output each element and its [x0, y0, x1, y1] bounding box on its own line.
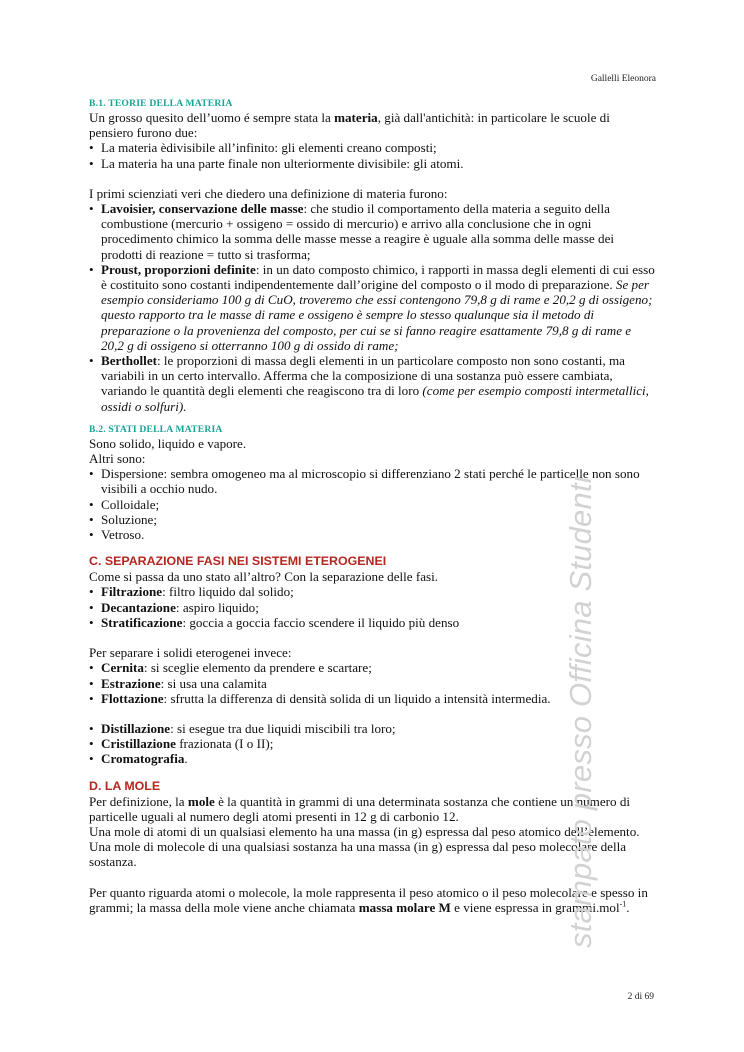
d-p4-text: Per quanto riguarda atomi o molecole, la mole rappresenta il peso atomico o il peso molecolare e spesso in grammi; la massa della mole viene anche chiamata: [89, 884, 648, 915]
term-desc: : si sceglie elemento da prendere e scartare;: [143, 660, 372, 676]
proust-example: Se per esempio consideriamo 100 g di CuO, troveremo che essi contengono 79,8 g di rame e 20,2 g di ossigeno; questo rapporto tra le masse di rame e ossigeno è sempre lo stesso qualunque sia il metodo di preparazione o la provenienza del composto, per cui se si fanno reagire esattamente 79,8 g di rame e 20,2 g di ossigeno si otterranno 100 g di ossido di rame;: [101, 277, 653, 353]
berthollet-text: : le proporzioni di massa degli elementi in un particolare composto non sono costanti, ma variabili in un certo intervallo. Afferma che la composizione di una sostanza può essere cambiata, variando le quantità degli elementi che reagiscono tra di loro: [101, 353, 625, 399]
b1-intro: [89, 110, 657, 140]
c-solids-intro: Per separare i solidi eterogenei invece:: [89, 645, 292, 661]
list-item: • La materia èdivisibile all’infinito: gli elementi creano composti;: [89, 140, 657, 155]
proust-text: : in un dato composto chimico, i rapporti in massa degli elementi di cui esso è costituito sono costanti indipendentemente dall’origine del composto o il modo di preparazione.: [101, 261, 655, 293]
d-p1-keyword: mole: [187, 793, 215, 809]
proust-name: Proust, proporzioni definite: [101, 261, 256, 277]
section-b1-title: B.1. TEORIE DELLA MATERIA: [89, 98, 233, 109]
b1-intro-keyword: materia: [334, 110, 378, 125]
b2-line2: Altri sono:: [89, 451, 146, 467]
author-header: Gallelli Eleonora: [590, 74, 656, 84]
list-item: • Vetroso.: [89, 527, 657, 542]
list-item: • Soluzione;: [89, 512, 657, 527]
term-desc: : filtro liquido dal solido;: [162, 584, 294, 600]
section-c-title: C. SEPARAZIONE FASI NEI SISTEMI ETEROGENEI: [89, 554, 387, 569]
b1-intro-text-end: , già dall'antichità: in particolare le scuole di pensiero furono due:: [89, 110, 610, 141]
term-desc: : sfrutta la differenza di densità solida di un liquido a intensità intermedia.: [163, 690, 551, 706]
lavoisier-text: : che studio il comportamento della materia a seguito della combustione (mercurio + ossigeno = ossido di mercurio) e arrivo alla conclusione che in ogni procedimento chimico la somma delle masse messe a reagire è uguale alla somma delle masse dei prodotti di reazione = tutto si trasforma;: [101, 201, 615, 262]
d-paragraph-2: Una mole di atomi di un qualsiasi elemento ha una massa (in g) espressa dal peso atomico dell’elemento.: [89, 823, 640, 839]
term: Flottazione: [101, 690, 164, 706]
list-item-lavoisier: [89, 201, 657, 262]
watermark: stampato presso Officina Studenti: [563, 476, 598, 948]
section-d-title: D. LA MOLE: [89, 778, 161, 793]
b1-theories-list: [89, 140, 657, 170]
term-desc: : aspiro liquido;: [175, 599, 259, 615]
term: Cromatografia: [101, 751, 185, 767]
b1-intro-text: Un grosso quesito dell’uomo é sempre stata la: [89, 110, 335, 125]
term-desc: .: [184, 751, 188, 767]
list-item: • Colloidale;: [89, 497, 657, 512]
list-item: • Dispersione: sembra omogeneo ma al microscopio si differenziano 2 stati perché le particelle non sono visibili a occhio nudo.: [89, 466, 657, 496]
d-paragraph-3: Una mole di molecole di una qualsiasi sostanza ha una massa (in g) espressa dal peso molecolare della sostanza.: [89, 839, 627, 870]
term-desc: frazionata (I o II);: [175, 736, 274, 752]
term: Stratificazione: [101, 614, 183, 630]
d-p4-text-mid: e viene espressa in grammi.mol: [450, 899, 620, 915]
page-number: 2 di 69: [627, 992, 654, 1002]
list-item-proust: [89, 262, 657, 353]
list-item: • La materia ha una parte finale non ulteriormente divisibile: gli atomi.: [89, 156, 657, 171]
berthollet-example: (come per esempio composti intermetallici, ossidi o solfuri).: [101, 383, 649, 414]
lavoisier-name: Lavoisier, conservazione delle masse: [101, 201, 304, 217]
term-desc: : si esegue tra due liquidi miscibili tra loro;: [170, 720, 396, 736]
d-p1-text-end: è la quantità in grammi di una determinata sostanza che contiene un numero di particelle uguali al numero degli atomi presenti in 12 g di carbonio 12.: [89, 793, 631, 824]
term-desc: : goccia a goccia faccio scendere il liquido più denso: [182, 614, 460, 630]
term: Estrazione: [101, 675, 161, 691]
section-b2-title: B.2. STATI DELLA MATERIA: [89, 423, 223, 435]
d-p1-text: Per definizione, la: [89, 793, 188, 809]
b1-scientists-intro: I primi scienziati veri che diedero una definizione di materia furono:: [89, 185, 448, 201]
b2-line1: Sono solido, liquido e vapore.: [89, 435, 247, 451]
term: Cristillazione: [101, 736, 176, 752]
b1-scientists-list: [89, 201, 657, 414]
berthollet-name: Berthollet: [101, 353, 157, 369]
list-item-berthollet: [89, 353, 657, 414]
term: Decantazione: [101, 599, 176, 615]
term: Cernita: [101, 660, 144, 676]
d-p4-keyword: massa molare M: [358, 899, 451, 915]
d-p4-exponent: -1: [619, 899, 627, 909]
term: Distillazione: [101, 720, 171, 736]
c-intro: Come si passa da uno stato all’altro? Con la separazione delle fasi.: [89, 569, 439, 585]
d-p4-text-end: .: [626, 899, 630, 915]
term-desc: : si usa una calamita: [160, 675, 267, 691]
term: Filtrazione: [101, 584, 163, 600]
